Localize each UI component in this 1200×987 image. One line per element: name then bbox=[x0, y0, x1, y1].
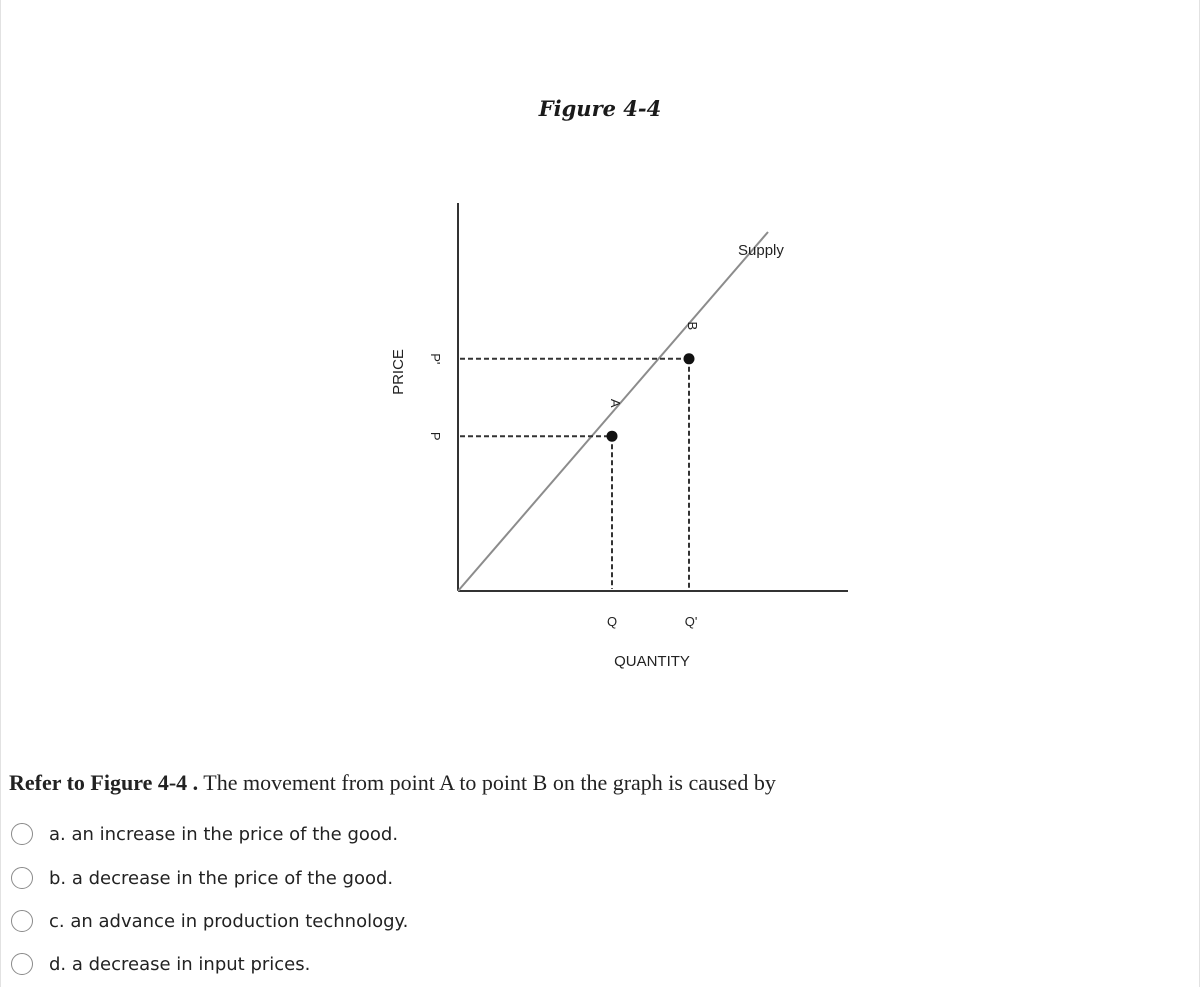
option-c-label: c. an advance in production technology. bbox=[49, 910, 409, 932]
option-a-label: a. an increase in the price of the good. bbox=[49, 823, 399, 845]
price-label-b: P' bbox=[428, 353, 443, 365]
radio-button-d[interactable] bbox=[11, 953, 33, 975]
option-d-label: d. a decrease in input prices. bbox=[49, 953, 311, 975]
option-b-label: b. a decrease in the price of the good. bbox=[49, 867, 394, 889]
point-b-marker bbox=[684, 353, 695, 364]
option-b[interactable] bbox=[11, 862, 711, 894]
radio-button-a[interactable] bbox=[11, 823, 33, 845]
figure-title: Figure 4-4 bbox=[538, 96, 662, 121]
price-label-a: P bbox=[428, 431, 443, 441]
radio-button-c[interactable] bbox=[11, 910, 33, 932]
option-a[interactable] bbox=[11, 818, 711, 850]
quantity-label-a: Q bbox=[606, 614, 618, 629]
option-d[interactable] bbox=[11, 948, 711, 980]
quantity-label-b: Q' bbox=[684, 614, 698, 629]
option-c[interactable] bbox=[11, 905, 711, 937]
point-b-label: B bbox=[685, 321, 700, 331]
question-ref: Refer to Figure 4-4 . bbox=[9, 770, 199, 795]
supply-label: Supply bbox=[738, 242, 784, 259]
x-axis-label: QUANTITY bbox=[614, 653, 690, 670]
question-body: The movement from point A to point B on the graph is caused by bbox=[203, 770, 776, 795]
point-a-marker bbox=[607, 431, 618, 442]
radio-button-b[interactable] bbox=[11, 867, 33, 889]
question-text bbox=[9, 770, 776, 796]
y-axis-label: PRICE bbox=[390, 349, 407, 395]
point-a-label: A bbox=[608, 398, 623, 408]
